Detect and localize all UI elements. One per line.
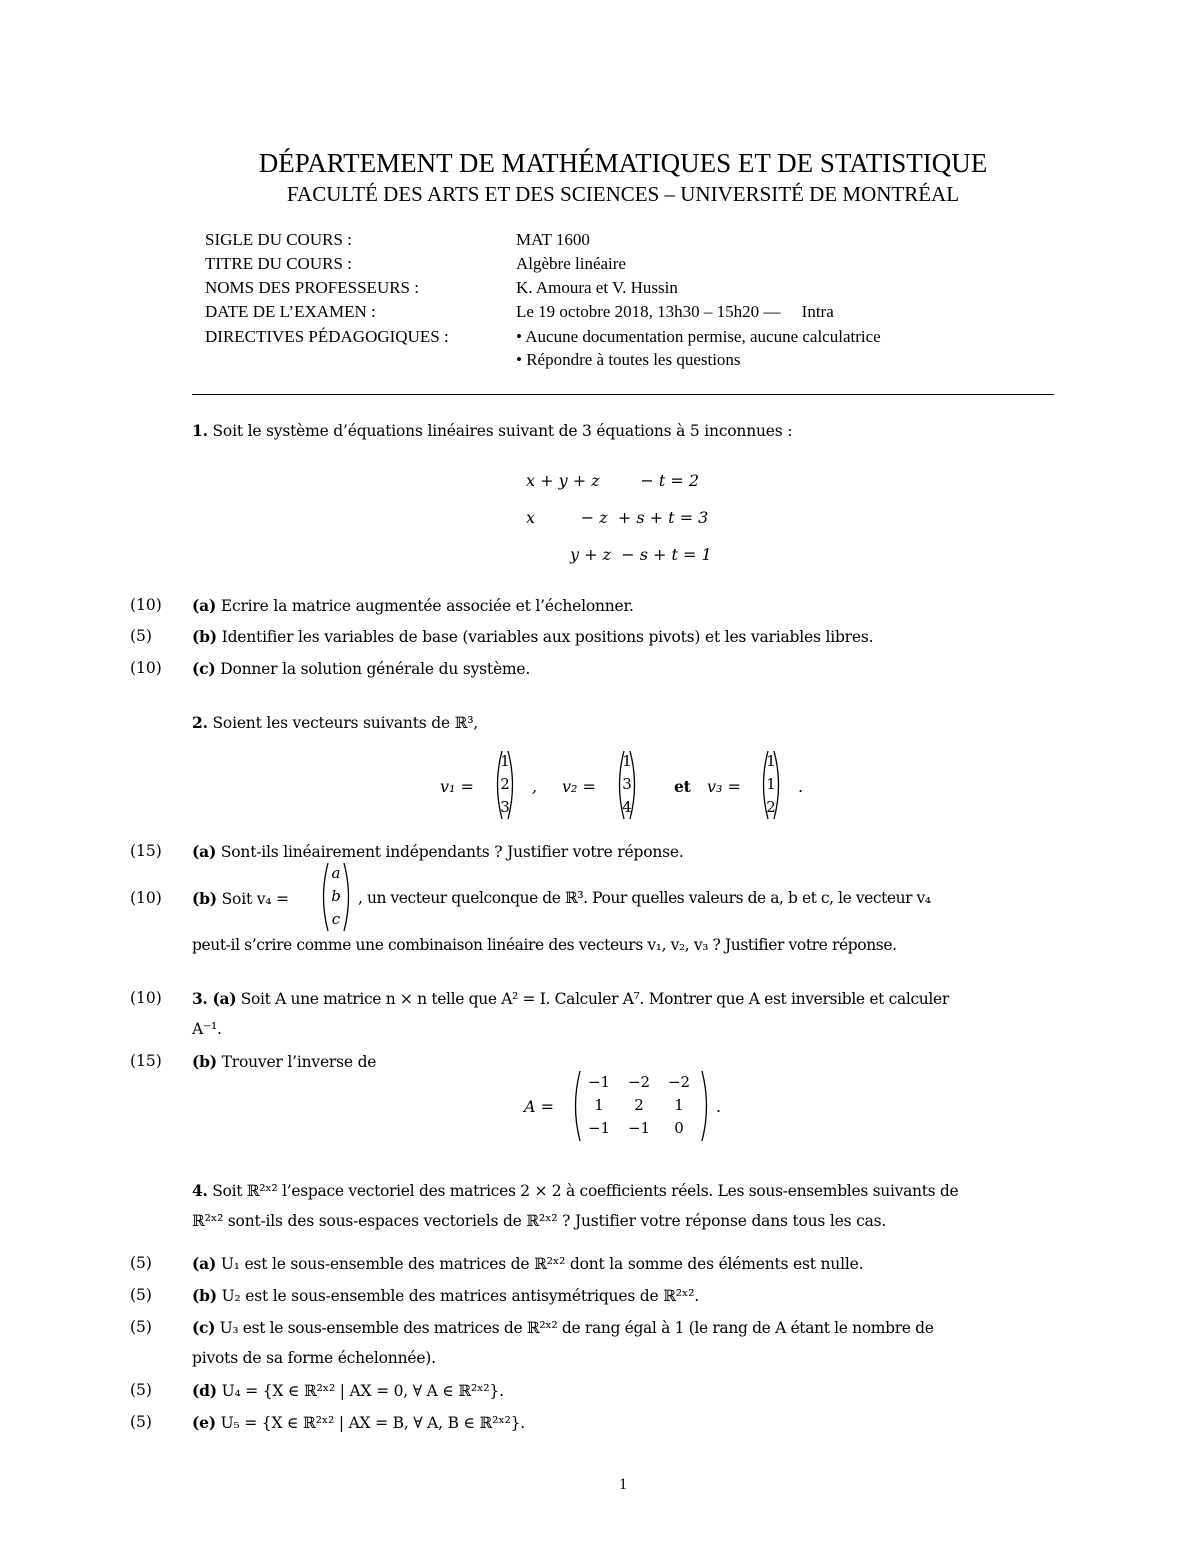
q3b-label: (b): [192, 1052, 217, 1071]
course-title-value: Algèbre linéaire: [516, 254, 626, 273]
q4-intro-line2: ℝ²ˣ² sont-ils des sous-espaces vectoriels de ℝ²ˣ² ? Justifier votre réponse dans tous les cas.: [192, 1212, 887, 1230]
v2-vector: [614, 750, 640, 820]
q2b: [192, 889, 289, 908]
q4b-points: (5): [130, 1286, 152, 1304]
directives-label: DIRECTIVES PÉDAGOGIQUES :: [205, 327, 449, 346]
q2a-label: (a): [192, 842, 217, 861]
matrix-entry: −1: [587, 1119, 611, 1137]
v2-label: v₂ =: [562, 777, 596, 796]
matrix-entry: 1: [594, 1096, 604, 1114]
q3a-text: Soit A une matrice n × n telle que A² = I. Calculer A⁷. Montrer que A est inversible et calculer: [240, 990, 949, 1008]
q3a: [192, 989, 949, 1008]
v2-entry: 1: [622, 752, 632, 770]
matrix-A-col2: [622, 1071, 656, 1140]
course-title-label: TITRE DU COURS :: [205, 254, 352, 273]
q4b-text: U₂ est le sous-ensemble des matrices antisymétriques de ℝ²ˣ².: [221, 1287, 700, 1305]
q4d-points: (5): [130, 1381, 152, 1399]
matrix-entry: 2: [634, 1096, 644, 1114]
matrix-entry: −2: [627, 1073, 651, 1091]
q1-equation-2: x − z + s + t = 3: [526, 508, 709, 527]
matrix-entry: −1: [587, 1073, 611, 1091]
q4a-text: U₁ est le sous-ensemble des matrices de ℝ²ˣ² dont la somme des éléments est nulle.: [220, 1255, 864, 1273]
q1-intro: [192, 421, 792, 440]
q1c-text: Donner la solution générale du système.: [220, 660, 531, 678]
q4-intro: [192, 1181, 958, 1200]
left-paren-icon: [570, 1070, 582, 1142]
v4-entry: a: [331, 864, 341, 882]
department-title: DÉPARTEMENT DE MATHÉMATIQUES ET DE STATISTIQUE: [258, 148, 988, 178]
q2b-text-line2: peut-il s’crire comme une combinaison linéaire des vecteurs v₁, v₂, v₃ ? Justifier votre réponse.: [192, 936, 897, 954]
matrix-A-label: A =: [524, 1097, 555, 1116]
page-number: 1: [619, 1476, 627, 1493]
q2a: [192, 842, 684, 861]
q1-number: 1.: [192, 421, 208, 440]
right-paren-icon: [772, 750, 784, 820]
v1-label: v₁ =: [440, 777, 474, 796]
matrix-A: [570, 1070, 712, 1142]
q2-et: et: [674, 777, 691, 796]
q4a-points: (5): [130, 1254, 152, 1272]
q1b-label: (b): [192, 627, 217, 646]
q2-intro-text: Soient les vecteurs suivants de ℝ³,: [212, 714, 479, 732]
q3b-text: Trouver l’inverse de: [221, 1053, 377, 1071]
q4e-text: U₅ = {X ∈ ℝ²ˣ² | AX = B, ∀ A, B ∈ ℝ²ˣ²}.: [220, 1414, 525, 1432]
q1b-text: Identifier les variables de base (variables aux positions pivots) et les variables libres.: [221, 628, 874, 646]
matrix-entry: 1: [674, 1096, 684, 1114]
matrix-A-col1: [582, 1071, 616, 1140]
q1a-text: Ecrire la matrice augmentée associée et l’échelonner.: [220, 597, 634, 615]
q4b-label: (b): [192, 1286, 217, 1305]
matrix-entry: 0: [674, 1119, 684, 1137]
matrix-entry: −2: [667, 1073, 691, 1091]
directive-1: • Aucune documentation permise, aucune calculatrice: [516, 327, 881, 346]
exam-date-value: Le 19 octobre 2018, 13h30 – 15h20 — Intra: [516, 302, 834, 321]
q2-number: 2.: [192, 713, 208, 732]
v3-entry: 1: [766, 752, 776, 770]
course-code-label: SIGLE DU COURS :: [205, 230, 352, 249]
professors-label: NOMS DES PROFESSEURS :: [205, 278, 419, 297]
q1-intro-text: Soit le système d’équations linéaires suivant de 3 équations à 5 inconnues :: [212, 422, 793, 440]
q4d-label: (d): [192, 1381, 217, 1400]
q1c: [192, 659, 530, 678]
q4c-text-line2: pivots de sa forme échelonnée).: [192, 1349, 436, 1367]
q3a-label: 3. (a): [192, 989, 237, 1008]
faculty-title: FACULTÉ DES ARTS ET DES SCIENCES – UNIVERSITÉ DE MONTRÉAL: [286, 182, 960, 206]
q1b-points: (5): [130, 627, 152, 645]
matrix-A-period: .: [716, 1097, 722, 1116]
v1-entry: 3: [500, 798, 510, 816]
q4b: [192, 1286, 699, 1305]
v4-vector: [318, 862, 354, 932]
q2a-points: (15): [130, 842, 162, 860]
v1-entry: 2: [500, 775, 510, 793]
q2b-label: (b): [192, 889, 217, 908]
right-paren-icon: [700, 1070, 712, 1142]
left-paren-icon: [318, 862, 330, 932]
q4d: [192, 1381, 504, 1400]
v4-entry: b: [331, 887, 341, 905]
q4e-label: (e): [192, 1413, 216, 1432]
professors-value: K. Amoura et V. Hussin: [516, 278, 678, 297]
v2-entry: 3: [622, 775, 632, 793]
q4e: [192, 1413, 525, 1432]
v4-entries: [330, 862, 342, 931]
v3-entry: 2: [766, 798, 776, 816]
q2b-points: (10): [130, 889, 162, 907]
course-code-value: MAT 1600: [516, 230, 590, 249]
v3-vector: [758, 750, 784, 820]
exam-date-label: DATE DE L’EXAMEN :: [205, 302, 376, 321]
q3b: [192, 1052, 376, 1071]
v2-entry: 4: [622, 798, 632, 816]
q4-intro-text: Soit ℝ²ˣ² l’espace vectoriel des matrices 2 × 2 à coefficients réels. Les sous-ensembles suivants de: [212, 1182, 959, 1200]
right-paren-icon: [628, 750, 640, 820]
q4c-label: (c): [192, 1318, 216, 1337]
v1-entry: 1: [500, 752, 510, 770]
q2b-text-after: , un vecteur quelconque de ℝ³. Pour quelles valeurs de a, b et c, le vecteur v₄: [358, 889, 931, 907]
v4-entry: c: [331, 910, 341, 928]
q4e-points: (5): [130, 1413, 152, 1431]
q1-equation-3: y + z − s + t = 1: [570, 545, 712, 564]
q4a-label: (a): [192, 1254, 217, 1273]
q1-equation-1: x + y + z − t = 2: [526, 471, 700, 490]
q4c-text: U₃ est le sous-ensemble des matrices de ℝ²ˣ² de rang égal à 1 (le rang de A étant le nombre de: [219, 1319, 934, 1337]
v3-entry: 1: [766, 775, 776, 793]
q1c-label: (c): [192, 659, 216, 678]
header-divider: [192, 394, 1054, 395]
q2-intro: [192, 713, 478, 732]
q4a: [192, 1254, 863, 1273]
q4d-text: U₄ = {X ∈ ℝ²ˣ² | AX = 0, ∀ A ∈ ℝ²ˣ²}.: [221, 1382, 504, 1400]
directive-2: • Répondre à toutes les questions: [516, 350, 741, 369]
q4c-points: (5): [130, 1318, 152, 1336]
q1b: [192, 627, 873, 646]
v3-period: .: [798, 777, 804, 796]
q1a: [192, 596, 634, 615]
q4c: [192, 1318, 934, 1337]
q3a-points: (10): [130, 989, 162, 1007]
q2b-text-before: Soit v₄ =: [221, 890, 289, 908]
q3b-points: (15): [130, 1052, 162, 1070]
v1-vector: [492, 750, 518, 820]
v1-comma: ,: [532, 777, 538, 796]
v3-label: v₃ =: [707, 777, 741, 796]
q3a-text-line2: A⁻¹.: [192, 1020, 222, 1038]
matrix-A-col3: [662, 1071, 696, 1140]
q1a-label: (a): [192, 596, 217, 615]
right-paren-icon: [506, 750, 518, 820]
right-paren-icon: [342, 862, 354, 932]
q4-number: 4.: [192, 1181, 208, 1200]
q1a-points: (10): [130, 596, 162, 614]
q2a-text: Sont-ils linéairement indépendants ? Justifier votre réponse.: [220, 843, 684, 861]
matrix-entry: −1: [627, 1119, 651, 1137]
q1c-points: (10): [130, 659, 162, 677]
